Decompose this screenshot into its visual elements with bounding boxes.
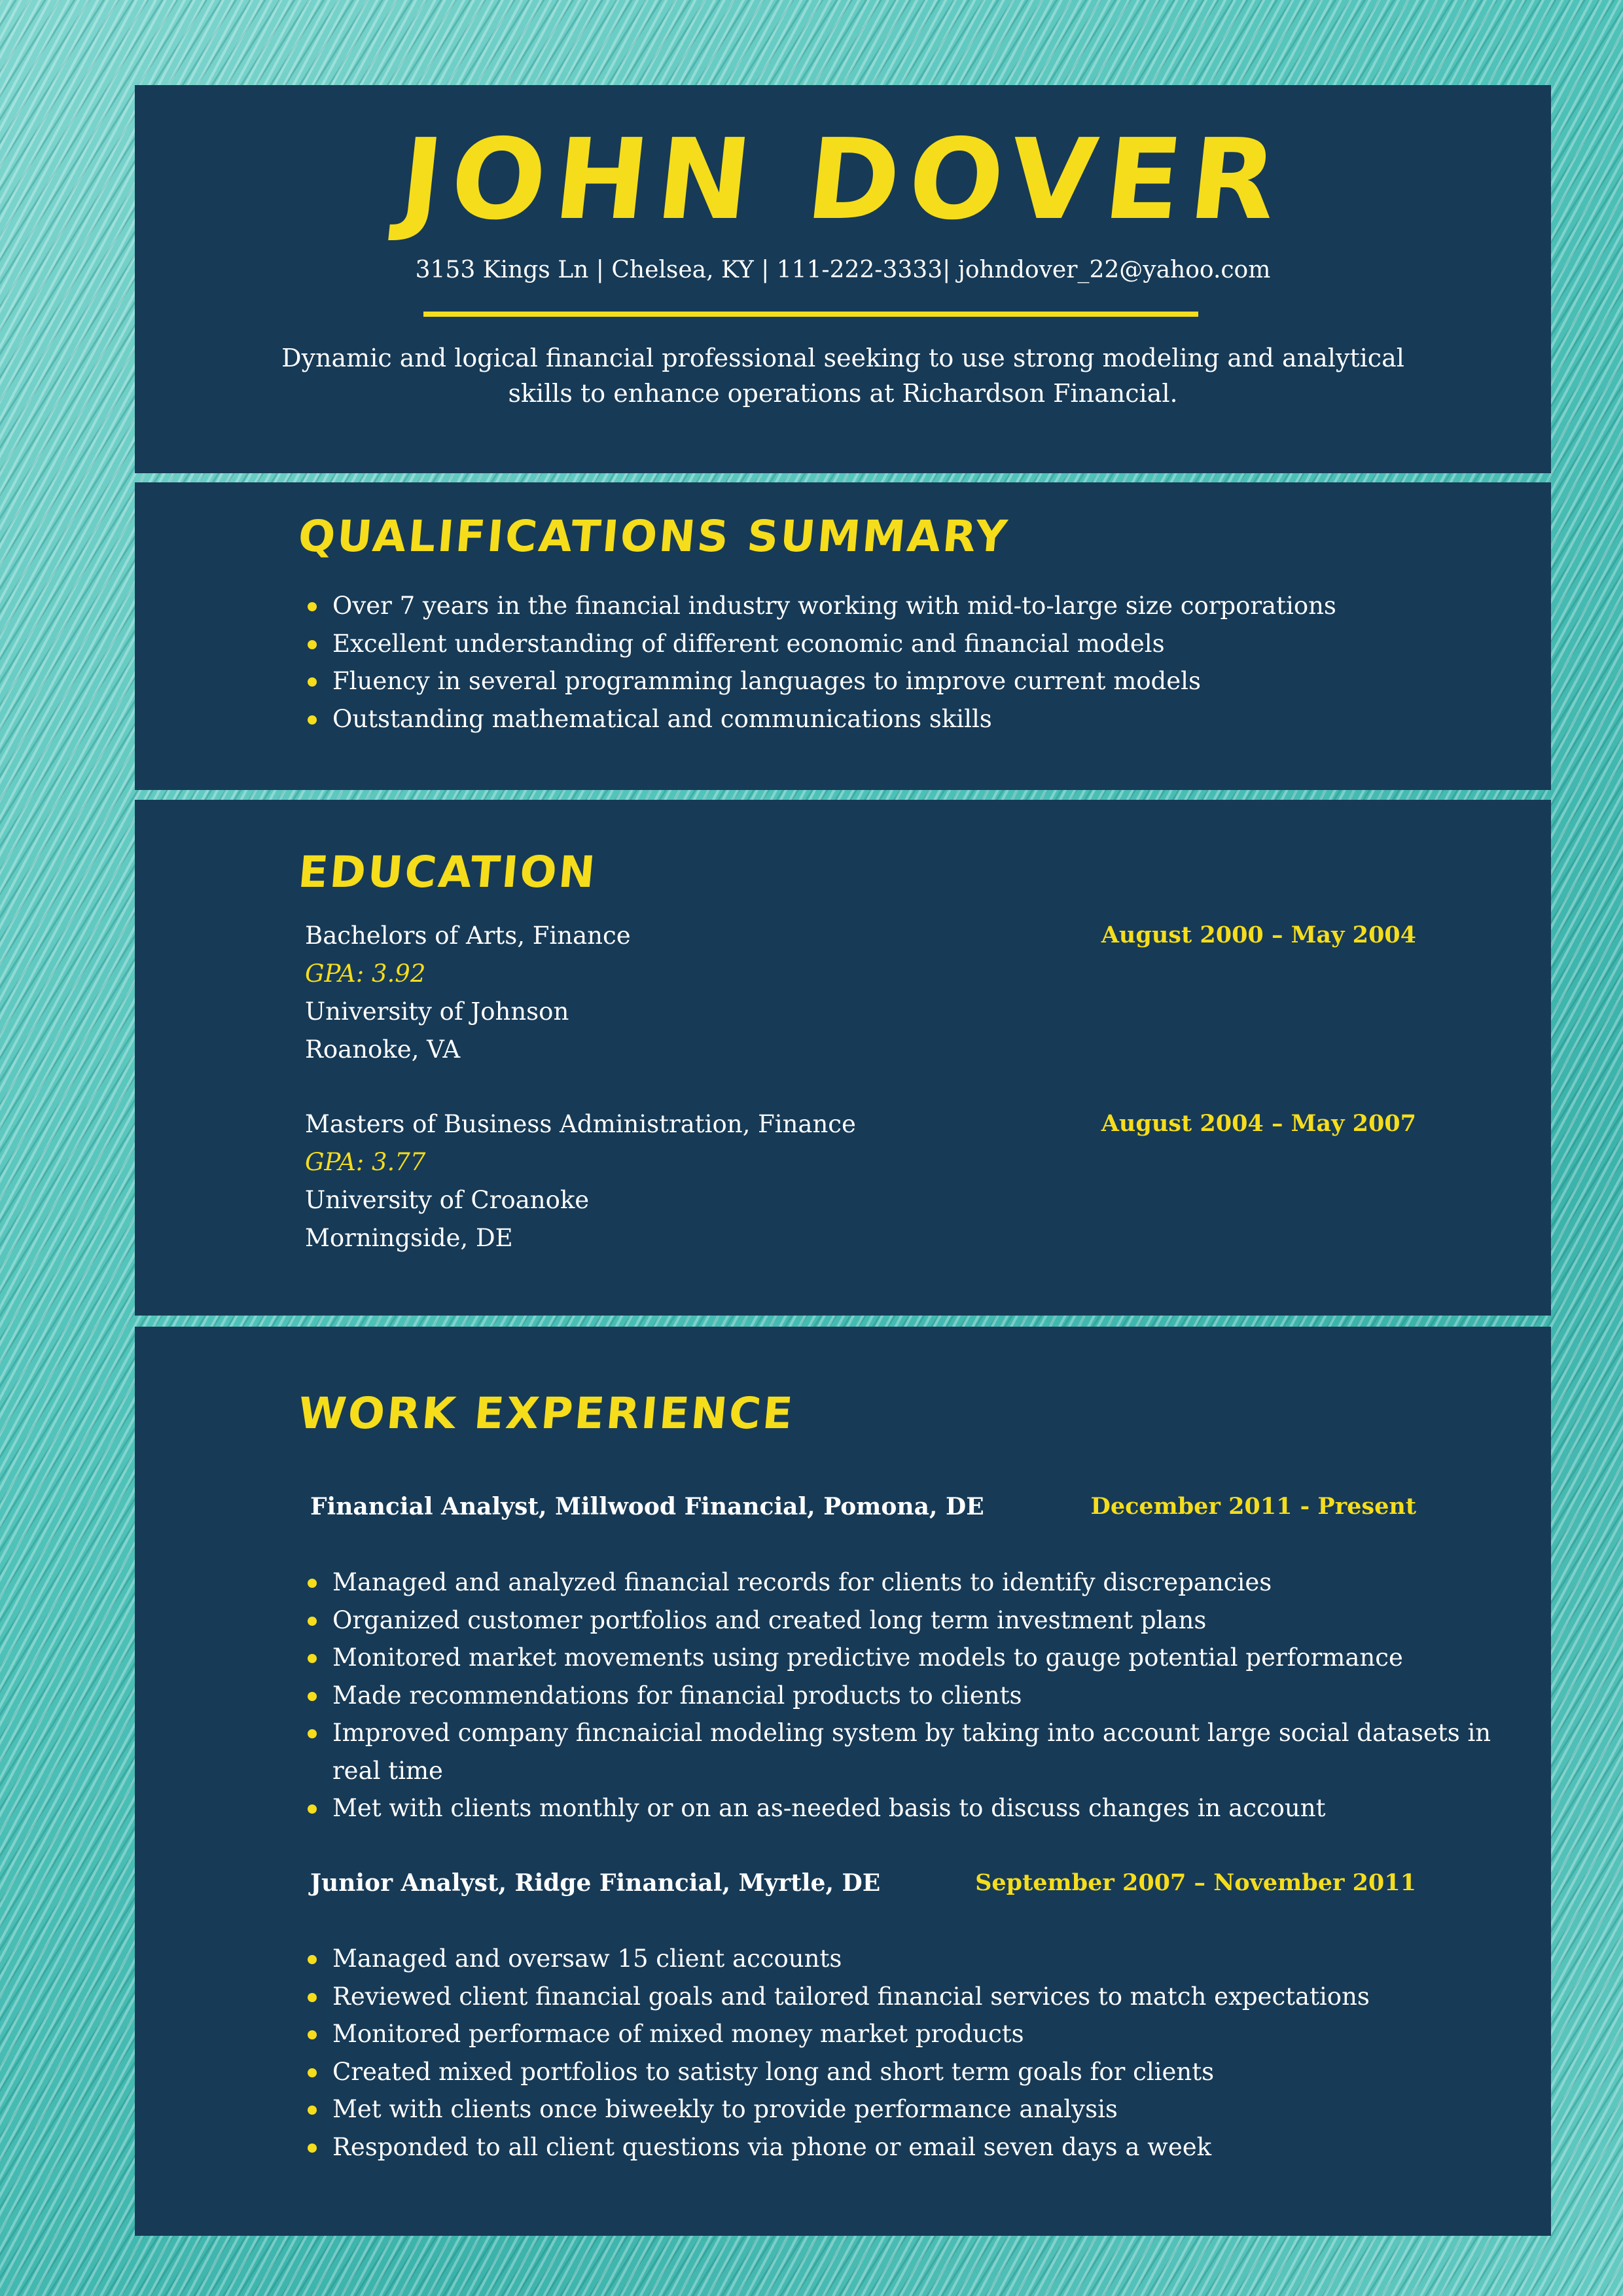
duty-item: Met with clients once biweekly to provide performance analysis — [298, 2090, 1516, 2128]
education-title: EDUCATION — [296, 847, 599, 897]
job-dates: September 2007 – November 2011 — [975, 1869, 1416, 1896]
duty-item: Managed and oversaw 15 client accounts — [298, 1940, 1516, 1978]
duty-item: Monitored market movements using predictive models to gauge potential performance — [298, 1639, 1516, 1677]
duty-item: Made recommendations for financial products to clients — [298, 1677, 1516, 1715]
job-duties — [298, 1940, 1516, 2166]
job-dates: December 2011 - Present — [1090, 1493, 1416, 1520]
duty-item: Organized customer portfolios and created long term investment plans — [298, 1602, 1516, 1640]
qualifications-title: QUALIFICATIONS SUMMARY — [296, 511, 1011, 562]
duty-item: Managed and analyzed financial records for clients to identify discrepancies — [298, 1564, 1516, 1602]
qualification-item: Fluency in several programming languages to improve current models — [298, 662, 1516, 700]
duty-item: Responded to all client questions via phone or email seven days a week — [298, 2128, 1516, 2166]
header-divider — [423, 312, 1198, 317]
duty-item: Improved company fincnaicial modeling system by taking into account large social datasets in real time — [298, 1714, 1516, 1789]
school: University of Johnson — [305, 997, 569, 1026]
contact-info: 3153 Kings Ln | Chelsea, KY | 111-222-3333| johndover_22@yahoo.com — [415, 257, 1271, 283]
objective-statement: Dynamic and logical financial professional seeking to use strong modeling and analytical skills to enhance operations at Richardson Financial. — [281, 344, 1404, 408]
candidate-name: JOHN DOVER — [394, 115, 1292, 245]
qualifications-list — [298, 587, 1516, 738]
school: University of Croanoke — [305, 1186, 590, 1214]
education-dates: August 2000 – May 2004 — [1101, 922, 1416, 948]
duty-item: Met with clients monthly or on an as-needed basis to discuss changes in account — [298, 1789, 1516, 1827]
gpa: GPA: 3.92 — [305, 960, 426, 988]
gpa: GPA: 3.77 — [305, 1148, 426, 1176]
education-dates: August 2004 – May 2007 — [1101, 1110, 1416, 1137]
qualification-item: Outstanding mathematical and communications skills — [298, 700, 1516, 738]
education-panel — [135, 800, 1551, 1316]
duty-item: Reviewed client financial goals and tailored financial services to match expectations — [298, 1978, 1516, 2016]
duty-item: Created mixed portfolios to satisty long and short term goals for clients — [298, 2053, 1516, 2091]
work-experience-title: WORK EXPERIENCE — [296, 1388, 796, 1439]
degree: Masters of Business Administration, Finance — [305, 1110, 856, 1138]
school-location: Roanoke, VA — [305, 1035, 461, 1064]
qualifications-panel — [135, 482, 1551, 790]
header-panel — [135, 85, 1551, 473]
job-heading: Junior Analyst, Ridge Financial, Myrtle, DE — [310, 1869, 881, 1897]
duty-item: Monitored performace of mixed money market products — [298, 2015, 1516, 2053]
job-duties — [298, 1564, 1516, 1827]
work-experience-panel — [135, 1327, 1551, 2236]
job-heading: Financial Analyst, Millwood Financial, Pomona, DE — [310, 1493, 984, 1520]
degree: Bachelors of Arts, Finance — [305, 922, 631, 950]
qualification-item: Over 7 years in the financial industry working with mid-to-large size corporations — [298, 587, 1516, 625]
school-location: Morningside, DE — [305, 1224, 513, 1252]
qualification-item: Excellent understanding of different economic and financial models — [298, 625, 1516, 663]
